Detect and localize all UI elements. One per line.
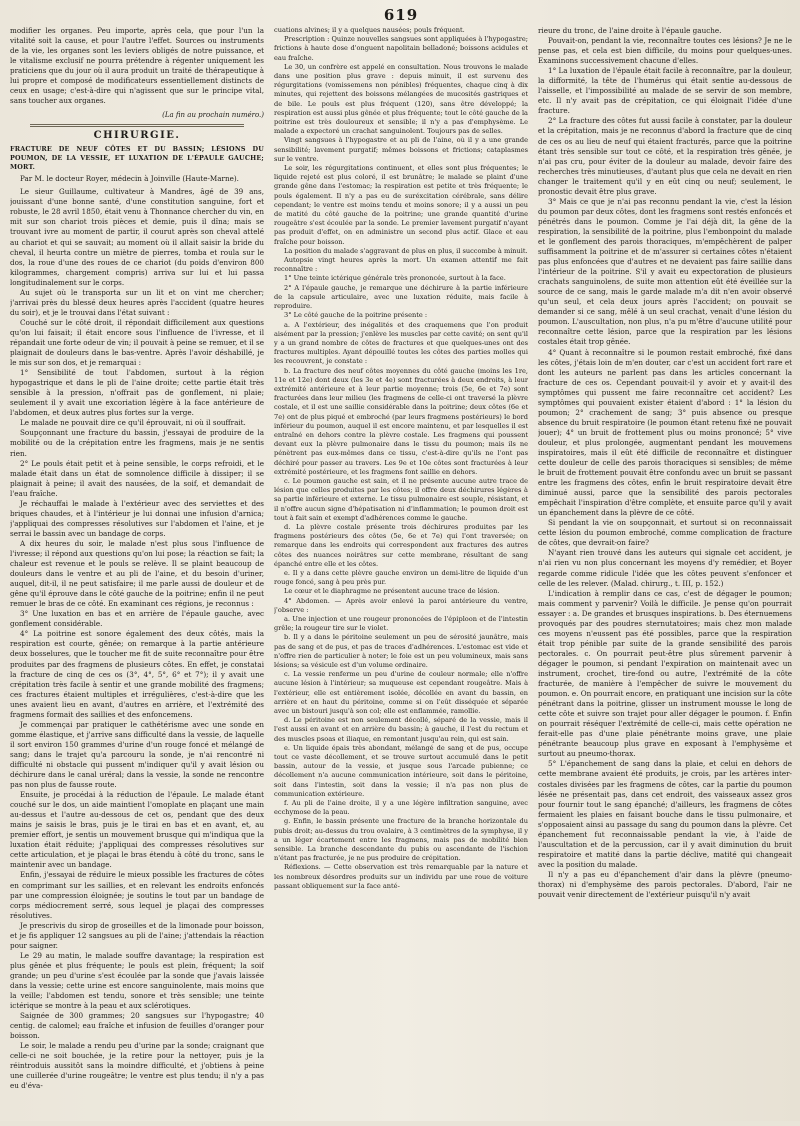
paragraph: Le 29 au matin, le malade souffre davantage; la respiration est plus gênée et plus fréquente; le pouls est plein, fréquent; la soif grande; un peu d'urine s'est écoulée par la sonde que j'avais laissée dans la vessie; cette urine est encore sanguinolente, mais moins que la veille; l'abdomen est tendu, sonore et très sensible; une teinte ictérique se montre à la peau et aux sclérotiques.: [10, 950, 264, 1011]
paragraph: 1° Sensibilité de tout l'abdomen, surtout à la région hypogastrique et dans le pli de l'aine droite; cette partie était très sensible à la pression, n'offrait pas de gonflement, ni plaie; seulement il y avait une excoriation légère à la face antérieure de l'abdomen, et deux autres plus fortes sur la verge.: [10, 368, 264, 418]
article-byline: Par M. le docteur Royer, médecin à Joinville (Haute-Marne).: [20, 174, 239, 184]
paragraph: g. Enfin, le bassin présente une fracture de la branche horizontale du pubis droit; au-dessus du trou ovalaire, à 3 centimètres de la symphyse, il y a un léger écartement entre les fragmens, mais pas de mobilité bien sensible. La branche descendante du pubis ou ascendante de l'ischion n'étant pas fracturée, je ne pus produire de crépitation.: [274, 817, 528, 863]
paragraph: 1° La luxation de l'épaule était facile à reconnaître, par la douleur, la difformité, la tête de l'humérus qui était sentie au-dessous de l'aisselle, et l'impossibilité au malade de se servir de son membre, etc. Il n'y avait pas de crépitation, ce qui éloignait l'idée d'une fracture.: [538, 66, 792, 116]
paragraph: 3° Une luxation en bas et en arrière de l'épaule gauche, avec gonflement considérable.: [10, 609, 264, 629]
paragraph: Le soir, le malade a rendu peu d'urine par la sonde; craignant que celle-ci ne soit bouchée, je la retire pour la nettoyer, puis je la réintroduis aussitôt sans la moindre difficulté, et j'obtiens à peine une cuillerée d'urine rougeâtre; le ventre est plus tendu; il n'y a pas eu d'éva-: [10, 1041, 264, 1091]
paragraph: 3° Le côté gauche de la poitrine présente :: [284, 311, 428, 320]
paragraph: Couché sur le côté droit, il répondait difficilement aux questions qu'on lui faisait; il était encore sous l'influence de l'ivresse, et il répandait une forte odeur de vin; il pouvait à peine se remuer, et il se plaignait de douleurs dans le bas-ventre. Après l'avoir déshabillé, je le mis sur son dos, et je remarquai :: [10, 317, 264, 368]
paragraph: cuations alvines; il y a quelques nausées; pouls fréquent.: [274, 26, 465, 34]
paragraph: Enfin, j'essayai de réduire le mieux possible les fractures de côtes en comprimant sur les saillies, et en relevant les endroits enfoncés par une compression éloignée; je soutins le tout par un bandage de corps médiocrement serré, sous lequel je plaçai des compresses résolutives.: [10, 870, 264, 920]
paragraph: d. Le péritoine est non seulement décollé, séparé de la vessie, mais il l'est aussi en avant et en arrière du bassin; à gauche, il l'est du rectum et des muscles psoas et iliaque, en remontant jusqu'au rein, qui est sain.: [274, 716, 528, 743]
paragraph: e. Un liquide épais très abondant, mélangé de sang et de pus, occupe tout ce vaste décollement, et se trouve surtout accumulé dans le petit bassin, autour de la vessie, et jusque sous l'arcade pubienne; ce décollement n'a aucune communication intérieure, soit dans le péritoine, soit dans l'intestin, soit dans la vessie; il n'a pas non plus de communication extérieure.: [274, 743, 528, 798]
paragraph: Le sieur Guillaume, cultivateur à Mandres, âgé de 39 ans, jouissant d'une bonne santé, d'une constitution sanguine, fort et robuste, le 28 avril 1850, était venu à Thonnance chercher du vin, en mit sur son chariot trois pièces et demie, puis il dîna; mais se trouvant ivre au moment de partir, il courut après son cheval attelé au chariot et qui se sauvait; au moment où il allait saisir la bride du cheval, il heurta contre un miètre de pierres, tomba et roula sur le dos, la roue d'une des roues de ce chariot (du poids d'environ 800 kilogrammes, chargement compris) arriva sur lui et lui passa longitudinalement sur le corps.: [10, 187, 264, 287]
paragraph: a. A l'extérieur, des inégalités et des craquemens que l'on produit aisément par la pression; j'enlève les muscles par cette cavité; on sent qu'il y a un grand nombre de côtes de fractures et que quelques-unes ont des fractures multiples. Ayant dépouillé toutes les côtes des parties molles qui les recouvrent, je constate :: [274, 320, 528, 366]
page-number: 619: [383, 6, 419, 24]
paragraph: Le cœur et le diaphragme ne présentent aucune trace de lésion.: [284, 587, 500, 596]
paragraph: 2° A l'épaule gauche, je remarque une déchirure à la partie inférieure de la capsule articulaire, avec une luxation réduite, mais facile à reproduire.: [274, 283, 528, 311]
paragraph: Prescription : Quinze nouvelles sangsues sont appliquées à l'hypogastre; frictions à haute dose d'onguent napolitain belladoné; boissons acidules et eau fraîche.: [274, 35, 528, 62]
paragraph: 1° Une teinte ictérique générale très prononcée, surtout à la face.: [284, 274, 506, 283]
paragraph: Soupçonnant une fracture du bassin, j'essayai de produire de la mobilité ou de la crépitation entre les fragmens, mais je ne sentis rien.: [10, 428, 264, 458]
columns: [10, 26, 792, 1126]
column-2: [274, 26, 528, 1126]
paragraph: 2° Le pouls était petit et à peine sensible, le corps refroidi, et le malade était dans un état de somnolence difficile à dissiper; il se plaignait à peine; il avait des nausées, de la soif, et demandait de l'eau fraîche.: [10, 458, 264, 498]
paragraph: c. La vessie renferme un peu d'urine de couleur normale; elle n'offre aucune lésion à l'intérieur; sa muqueuse est cependant rougeâtre. Mais à l'extérieur, elle est entièrement isolée, décollée en avant du bassin, en arrière et en haut du péritoine, comme si on l'eût disséquée et séparée avec un bistouri jusqu'à son col; elle est enflammée, ramollie.: [274, 670, 528, 716]
paragraph: a. Une injection et une rougeur prononcées de l'épiploon et de l'intestin grêle; la rougeur tire sur le violet.: [274, 615, 528, 633]
paragraph: rieure du tronc, de l'aine droite à l'épaule gauche.: [538, 26, 722, 35]
paragraph: Je réchauffai le malade à l'extérieur avec des serviettes et des briques chaudes, et à l'intérieur je lui donnai une infusion d'arnica; j'appliquai des compresses résolutives sur l'abdomen et l'aine, et je serrai le bassin avec un bandage de corps.: [10, 498, 264, 538]
paragraph: A dix heures du soir, le malade n'est plus sous l'influence de l'ivresse; il répond aux questions qu'on lui pose; la réaction se fait; la chaleur est revenue et le pouls se relève. Il se plaint beaucoup de douleurs dans le ventre et au pli de l'aine, et du besoin d'uriner, auquel, dit-il, il ne peut satisfaire; il me parle aussi de douleur et de gêne qu'il éprouve dans le côté gauche de la poitrine; enfin il ne peut remuer le bras de ce côté. En examinant ces régions, je reconnus :: [10, 538, 264, 609]
paragraph: Il n'y a pas eu d'épanchement d'air dans la plèvre (pneumo-thorax) ni d'emphysème des parois pectorales. D'abord, l'air ne pouvait venir directement de l'extérieur puisqu'il n'y avait: [538, 869, 792, 900]
paragraph: Autopsie vingt heures après la mort. Un examen attentif me fait reconnaître :: [274, 256, 528, 274]
paragraph: e. Il y a dans cette plèvre gauche environ un demi-litre de liquide d'un rouge foncé, sang à peu près pur.: [274, 568, 528, 587]
paragraph: Réflexions. — Cette observation est très remarquable par la nature et les nombreux désordres produits sur un individu par une roue de voiture passant obliquement sur la face anté-: [274, 863, 528, 890]
paragraph: 3° Mais ce que je n'ai pas reconnu pendant la vie, c'est la lésion du poumon par deux côtes, dont les fragmens sont restés enfoncés et pénétrés dans le poumon. Comme je l'ai déjà dit, la gêne de la respiration, la sensibilité de la poitrine, plus l'embonpoint du malade et le gonflement des parois thoraciques, m'empêchèrent de palper suffisamment la poitrine et de m'assurer si certaines côtes n'étaient pas plus enfoncées que d'autres et ne devaient pas faire saillie dans l'intérieur de la poitrine. S'il y avait eu expectoration de plusieurs crachats sanguinolens, de suite mon attention eût été éveillée sur la source de ce sang, mais le garde malade m'a dit n'en avoir observé qu'un seul, et cela deux jours après l'accident; on pouvait se demander si ce sang, mêlé à un seul crachat, venait d'une lésion du poumon. L'auscultation, non plus, n'a pu m'être d'aucune utilité pour reconnaître cette lésion, parce que la respiration par les lésions costales était trop gênée.: [538, 196, 792, 347]
section-divider: [30, 124, 244, 127]
paragraph: Le malade ne pouvait dire ce qu'il éprouvait, ni où il souffrait.: [20, 418, 246, 428]
paragraph: N'ayant rien trouvé dans les auteurs qui signale cet accident, je n'ai rien vu non plus concernant les moyens d'y remédier, et Boyer regarde comme ridicule l'idée que les côtes peuvent s'enfoncer et celle de les relever. (Malad. chirurg., t. III, p. 152.): [538, 548, 792, 588]
paragraph: modifier les organes. Peu importe, après cela, que pour l'un la vitalité soit la cause, et pour l'autre l'effet. Sources ou instruments de la vie, les organes sont les leviers obligés de notre puissance, et le vitalisme exclusif ne pourra prétendre à régenter uniquement les praticiens que du jour où il aura produit un traité de thérapeutique à lui propre et composé de modificateurs essentiellement distincts de ceux en usage; c'est-à-dire qui n'agissent que sur le principe vital, sans toucher aux organes.: [10, 26, 264, 106]
paragraph: Le 30, un confrère est appelé en consultation. Nous trouvons le malade dans une position plus grave : depuis minuit, il est survenu des régurgitations (vomissemens non pénibles) fréquentes, chaque cinq à dix minutes, qui rejettent des boissons mélangées de mucosités gastriques et de bile. Le pouls est plus fréquent (120), sans être développé; la respiration est aussi plus gênée et plus fréquente; tout le côté gauche de la poitrine est très douloureux et sensible; il n'y a pas d'emphysème. Le malade a expectoré un crachat sanguinolent. Toujours pas de selles.: [274, 62, 528, 136]
paragraph: Le soir, les régurgitations continuent, et elles sont plus fréquentes; le liquide rejeté est plus coloré, il est brunâtre; le malade se plaint d'une grande gêne dans l'estomac; la respiration est petite et très fréquente; le pouls également. Il n'y a pas eu de suréxcitation cérébrale, sans délire cependant; le ventre est moins tendu et moins sonore; il y a aussi un peu de matité du côté gauche de la poitrine; une grande quantité d'urine rougeâtre s'est écoulée par la sonde. Le premier lavement purgatif n'ayant pas produit d'effet, on en administre un second plus actif. Glace et eau fraîche pour boisson.: [274, 164, 528, 246]
paragraph: Saignée de 300 grammes; 20 sangsues sur l'hypogastre; 40 centig. de calomel; eau fraîche et infusion de feuilles d'oranger pour boisson.: [10, 1011, 264, 1041]
paragraph: Je commençai par pratiquer le cathétérisme avec une sonde en gomme élastique, et j'arrive sans difficulté dans la vessie, de laquelle il sort environ 150 grammes d'urine d'un rouge foncé et mélangé de sang; dans le trajet qu'a parcouru la sonde, je n'ai rencontré ni difficulté ni obstacle qui pussent m'indiquer qu'il y avait lésion ou déchirure dans le canal uréral; dans la vessie, la sonde ne rencontre pas non plus de fausse route.: [10, 719, 264, 790]
column-3: [538, 26, 792, 1126]
paragraph: b. La fracture des neuf côtes moyennes du côté gauche (moins les 1re, 11e et 12e) dont deux (les 3e et 4e) sont fracturées à deux endroits, à leur extrémité antérieure et à leur partie moyenne; trois (5e, 6e et 7e) sont fracturées dans leur milieu (les fragmens de celle-ci ont traversé la plèvre costale, et il est une saillie considérable dans la poitrine; deux côtes (6e et 7e) ont de plus piqué et embroché (par leurs fragmens postérieurs) le bord inférieur du poumon, auquel il est encore maintenu, et par lesquelles il est entraîné en dehors contre la plèvre costale. Les fragmens qui poussent devant eux la plèvre pulmonaire dans le tissu du poumon; mais ils ne pénètrent pas eux-mêmes dans ce tissu, c'est-à-dire qu'ils ne l'ont pas déchiré pour passer au travers. Les 9e et 10e côtes sont fracturées à leur extrémité postérieure, et les fragmens font saillie en dehors.: [274, 366, 528, 476]
paragraph: d. La plèvre costale présente trois déchirures produites par les fragmens postérieurs des côtes (5e, 6e et 7e) qui l'ont traversée; on remarque dans les endroits qui correspondent aux fractures des autres côtes des nuances noirâtres sur cette membrane, résultant de sang épanché entre elle et les côtes.: [274, 522, 528, 568]
paragraph: Pouvait-on, pendant la vie, reconnaître toutes ces lésions? Je ne le pense pas, et cela est bien difficile, du moins pour quelques-unes. Examinons successivement chacune d'elles.: [538, 36, 792, 66]
paragraph: 4° Abdomen. — Après avoir enlevé la paroi antérieure du ventre, j'observe :: [274, 596, 528, 614]
paragraph: Vingt sangsues à l'hypogastre et au pli de l'aine, où il y a une grande sensibilité; lavement purgatif; mêmes boissons et frictions; cataplasmes sur le ventre.: [274, 136, 528, 163]
paragraph: c. Le poumon gauche est sain, et il ne présente aucune autre trace de lésion que celles produites par les côtes; il offre deux déchirures légères à sa partie inférieure et externe. Le tissu pulmonaire est souple, résistant, et il n'offre aucun signe d'hépatisation ni d'inflammation; le poumon droit est tout à fait sain et exempt d'adhérences comme le gauche.: [274, 476, 528, 522]
paragraph: Je prescrivis du sirop de groseilles et de la limonade pour boisson, et je fis appliquer 12 sangsues au pli de l'aine; j'attendais la réaction pour saigner.: [10, 920, 264, 950]
paragraph: b. Il y a dans le péritoine seulement un peu de sérosité jaunâtre, mais pas de sang et de pus, et pas de traces d'adhérences. L'estomac est vide et n'offre rien de particulier à noter; le foie est un peu volumineux, mais sans lésions; sa vésicule est d'un volume ordinaire.: [274, 633, 528, 670]
paragraph: 4° Quant à reconnaître si le poumon restait embroché, fixé dans les côtes, j'étais loin de m'en douter, car c'est un accident fort rare et dont les auteurs ne parlent pas dans les articles concernant la fracture de ces os. Cependant pouvait-il y avoir et y avait-il des symptômes qui pussent me faire reconnaître cet accident? Les symptômes qui pouvaient exister étaient d'abord : 1° la lésion du poumon; 2° crachement de sang; 3° puis absence ou presque absence du bruit respiratoire (le poumon étant retenu fixé ne pouvait jouer); 4° un bruit de frottement plus ou moins prononcé; 5° vive douleur, et plus prolongée, augmentant pendant les mouvemens inspiratoires, mais il eût été difficile de reconnaître et distinguer cette douleur de celle des parois thoraciques si sensibles; de même le bruit de frottement pouvait être confondu avec un bruit se passant entre les fragmens des côtes, enfin le bruit respiratoire devait être diminué aussi, parce que la sensibilité des parois pectorales empêchait l'inspiration d'être complète, et ensuite parce qu'il y avait un épanchement dans la plèvre de ce côté.: [538, 347, 792, 518]
paragraph: 5° L'épanchement de sang dans la plaie, et celui en dehors de cette membrane avaient été produits, je crois, par les artères inter-costales divisées par les fragmens de côtes, car la partie du poumon lésée ne présentait pas, dans cet endroit, des vaisseaux assez gros pour fournir tout le sang épanché; d'ailleurs, les fragmens de côtes fermaient les plaies en faisant bouche dans le tissu pulmonaire, et s'opposaient ainsi au passage du sang du poumon dans la plèvre. Cet épanchement fut reconnaissable pendant la vie, à l'aide de l'auscultation et de la percussion, car il y avait diminution du bruit respiratoire et matité dans la partie déclive, matité qui changeait avec la position du malade.: [538, 759, 792, 869]
paragraph: La position du malade s'aggravant de plus en plus, il succombe à minuit.: [284, 246, 528, 255]
paragraph: 4° La poitrine est sonore également des deux côtés, mais la respiration est courte, gênée; on remarque à la partie antérieure deux bosselures, que le toucher me fit de suite reconnaître pour être produites par des fragmens de plusieurs côtes. En effet, je constatai la fracture de cinq de ces os (3°, 4°, 5°, 6° et 7°); il y avait une crépitation très facile à sentir et une grande mobilité des fragmens; ces fractures étaient multiples et irrégulières, c'est-à-dire que les unes avaient lieu en avant, d'autres en arrière, et l'extrémité des fragmens formait des saillies et des enfoncemens.: [10, 629, 264, 719]
paragraph: Au sujet où le transporta sur un lit et on vint me chercher; j'arrivai près du blessé deux heures après l'accident (quatre heures du soir), et je le trouvai dans l'état suivant :: [10, 287, 264, 317]
article-subtitle: FRACTURE DE NEUF CÔTES ET DU BASSIN; LÉSIONS DU POUMON, DE LA VESSIE, ET LUXATION DE L'ÉPAULE GAUCHE; MORT.: [10, 145, 264, 171]
section-title: CHIRURGIE.: [93, 130, 181, 142]
paragraph: L'indication à remplir dans ce cas, c'est de dégager le poumon; mais comment y parvenir? Voilà le difficile. Je pense qu'on pourrait essayer : a. De grandes et brusques inspirations. b. Des éternuemens provoqués par des poudres sternutatoires; mais chez mon malade ces moyens n'eussent pas été possibles, parce que la respiration était trop pénible par suite de la grande sensibilité des parois pectorales. c. On pourrait peut-être plus sûrement parvenir à dégager le poumon, si pendant l'expiration on maintenait avec un instrument, crochet, tire-fond ou autre, l'extrémité de la côte fracturée, de manière à l'empêcher de suivre le mouvement du poumon. e. On pourrait encore, en pratiquant une incision sur la côte pénétrant dans la poitrine, glisser un instrument mousse le long de cette côte et suivre son trajet pour aller dégager le poumon. f. Enfin on pourrait réséquer l'extrémité de celle-ci, mais cette opération ne ferait-elle pas d'une plaie pénétrante moins grave, une plaie pénétrante beaucoup plus grave en exposant à l'emphysème et surtout au pneumo-thorax.: [538, 588, 792, 759]
paragraph: 2° La fracture des côtes fut aussi facile à constater, par la douleur et la crépitation, mais je ne reconnus d'abord la fracture que de cinq de ces os au lieu de neuf qui étaient fracturés, parce que la poitrine étant très sensible sur tout ce côté, et la respiration très gênée, je n'ai pas cru, pour éviter de la douleur au malade, devoir faire des recherches très minutieuses, d'autant plus que cela ne devait en rien changer le traitement qu'il y en eût cinq ou neuf; seulement, le pronostic devait être plus grave.: [538, 116, 792, 196]
column-1: [10, 26, 264, 1126]
paragraph: Si pendant la vie on soupçonnait, et surtout si on reconnaissait cette lésion du poumon embroché, comme complication de fracture de côtes, que devrait-on faire?: [538, 518, 792, 548]
paragraph: Ensuite, je procédai à la réduction de l'épaule. Le malade étant couché sur le dos, un aide maintient l'omoplate en plaçant une main au-dessus et l'autre au-dessous de cet os, pendant que des deux mains je saisis le bras, puis je le tirai en bas et en avant, et, au premier effort, je sentis un mouvement brusque qui m'indiqua que la luxation était réduite; j'appliquai des compresses résolutives sur cette articulation, et je plaçai le bras étendu à côté du tronc, sans le maintenir avec un bandage.: [10, 790, 264, 870]
paragraph: f. Au pli de l'aine droite, il y a une légère infiltration sanguine, avec ecchymose de la peau.: [274, 799, 528, 817]
continuation-note: (La fin au prochain numéro.): [162, 111, 264, 120]
